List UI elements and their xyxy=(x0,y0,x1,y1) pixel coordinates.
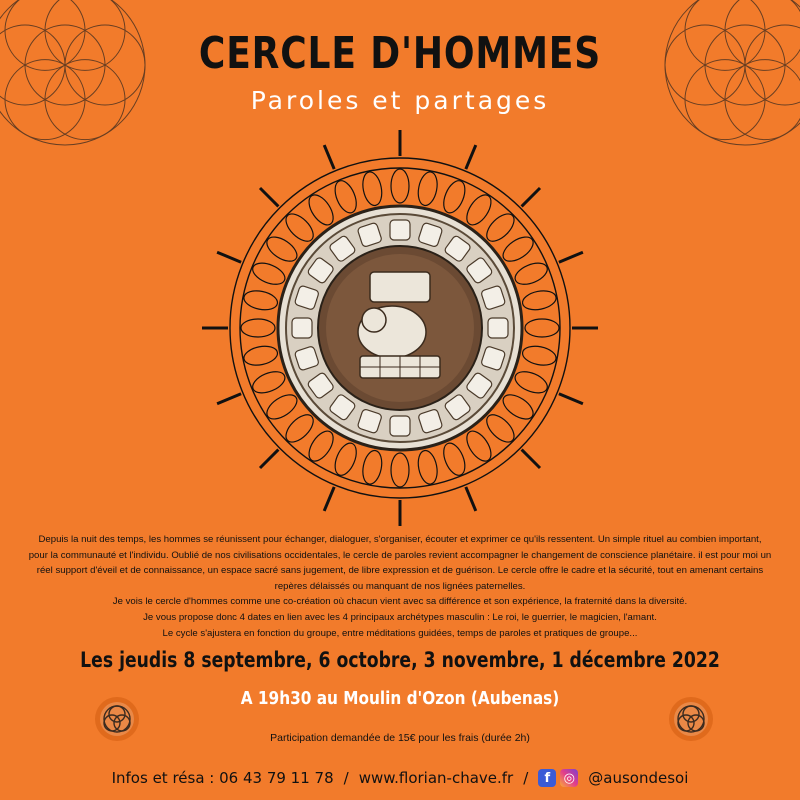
description-paragraph: Le cycle s'ajustera en fonction du groupe, entre méditations guidées, temps de paroles et pratiques de groupe... xyxy=(162,627,638,639)
social-handle[interactable]: @ausondesoi xyxy=(588,769,689,787)
facebook-icon[interactable]: f xyxy=(538,769,556,787)
price-note: Participation demandée de 15€ pour les frais (durée 2h) xyxy=(270,732,530,744)
description-paragraph: Depuis la nuit des temps, les hommes se réunissent pour échanger, dialoguer, s'organiser, écouter et exprimer ce qu'ils ressentent. Un simple rituel au combien important, pour la communauté et l'individu. Oublié de nos civilisations occidentales, le cercle de paroles revient accompagner le changement de conscience planétaire. il est pour moi un réel support d'éveil et de connaissance, un espace sacré sans jugement, de libre expression et de guérison. Le cercle offre le cadre et la sécurité, tout en amenant certains repères délaissés ou manquant de nos lignées paternelles. xyxy=(28,534,772,592)
page-title: CERCLE D'HOMMES xyxy=(198,28,602,79)
description-paragraph: Je vous propose donc 4 dates en lien avec les 4 principaux archétypes masculin : Le roi, le guerrier, le magicien, l'amant. xyxy=(143,611,657,623)
flower-of-life-icon xyxy=(0,0,170,170)
social-icons xyxy=(538,769,578,787)
mayan-calendar-icon xyxy=(190,128,610,528)
website-link[interactable]: www.florian-chave.fr xyxy=(358,769,514,787)
event-dates: Les jeudis 8 septembre, 6 octobre, 3 novembre, 1 décembre 2022 xyxy=(80,648,720,672)
separator: / xyxy=(343,769,349,787)
instagram-icon[interactable]: ◎ xyxy=(560,769,578,787)
description xyxy=(28,532,772,641)
description-paragraph: Je vois le cercle d'hommes comme une co-création où chacun vient avec sa différence et son expérience, la fraternité dans la diversité. xyxy=(112,596,688,608)
contact-phone[interactable]: Infos et résa : 06 43 79 11 78 xyxy=(111,769,334,787)
page-subtitle: Paroles et partages xyxy=(250,86,550,115)
separator: / xyxy=(523,769,529,787)
event-venue: A 19h30 au Moulin d'Ozon (Aubenas) xyxy=(240,688,560,709)
footer xyxy=(0,766,800,790)
flower-of-life-icon xyxy=(640,0,800,170)
